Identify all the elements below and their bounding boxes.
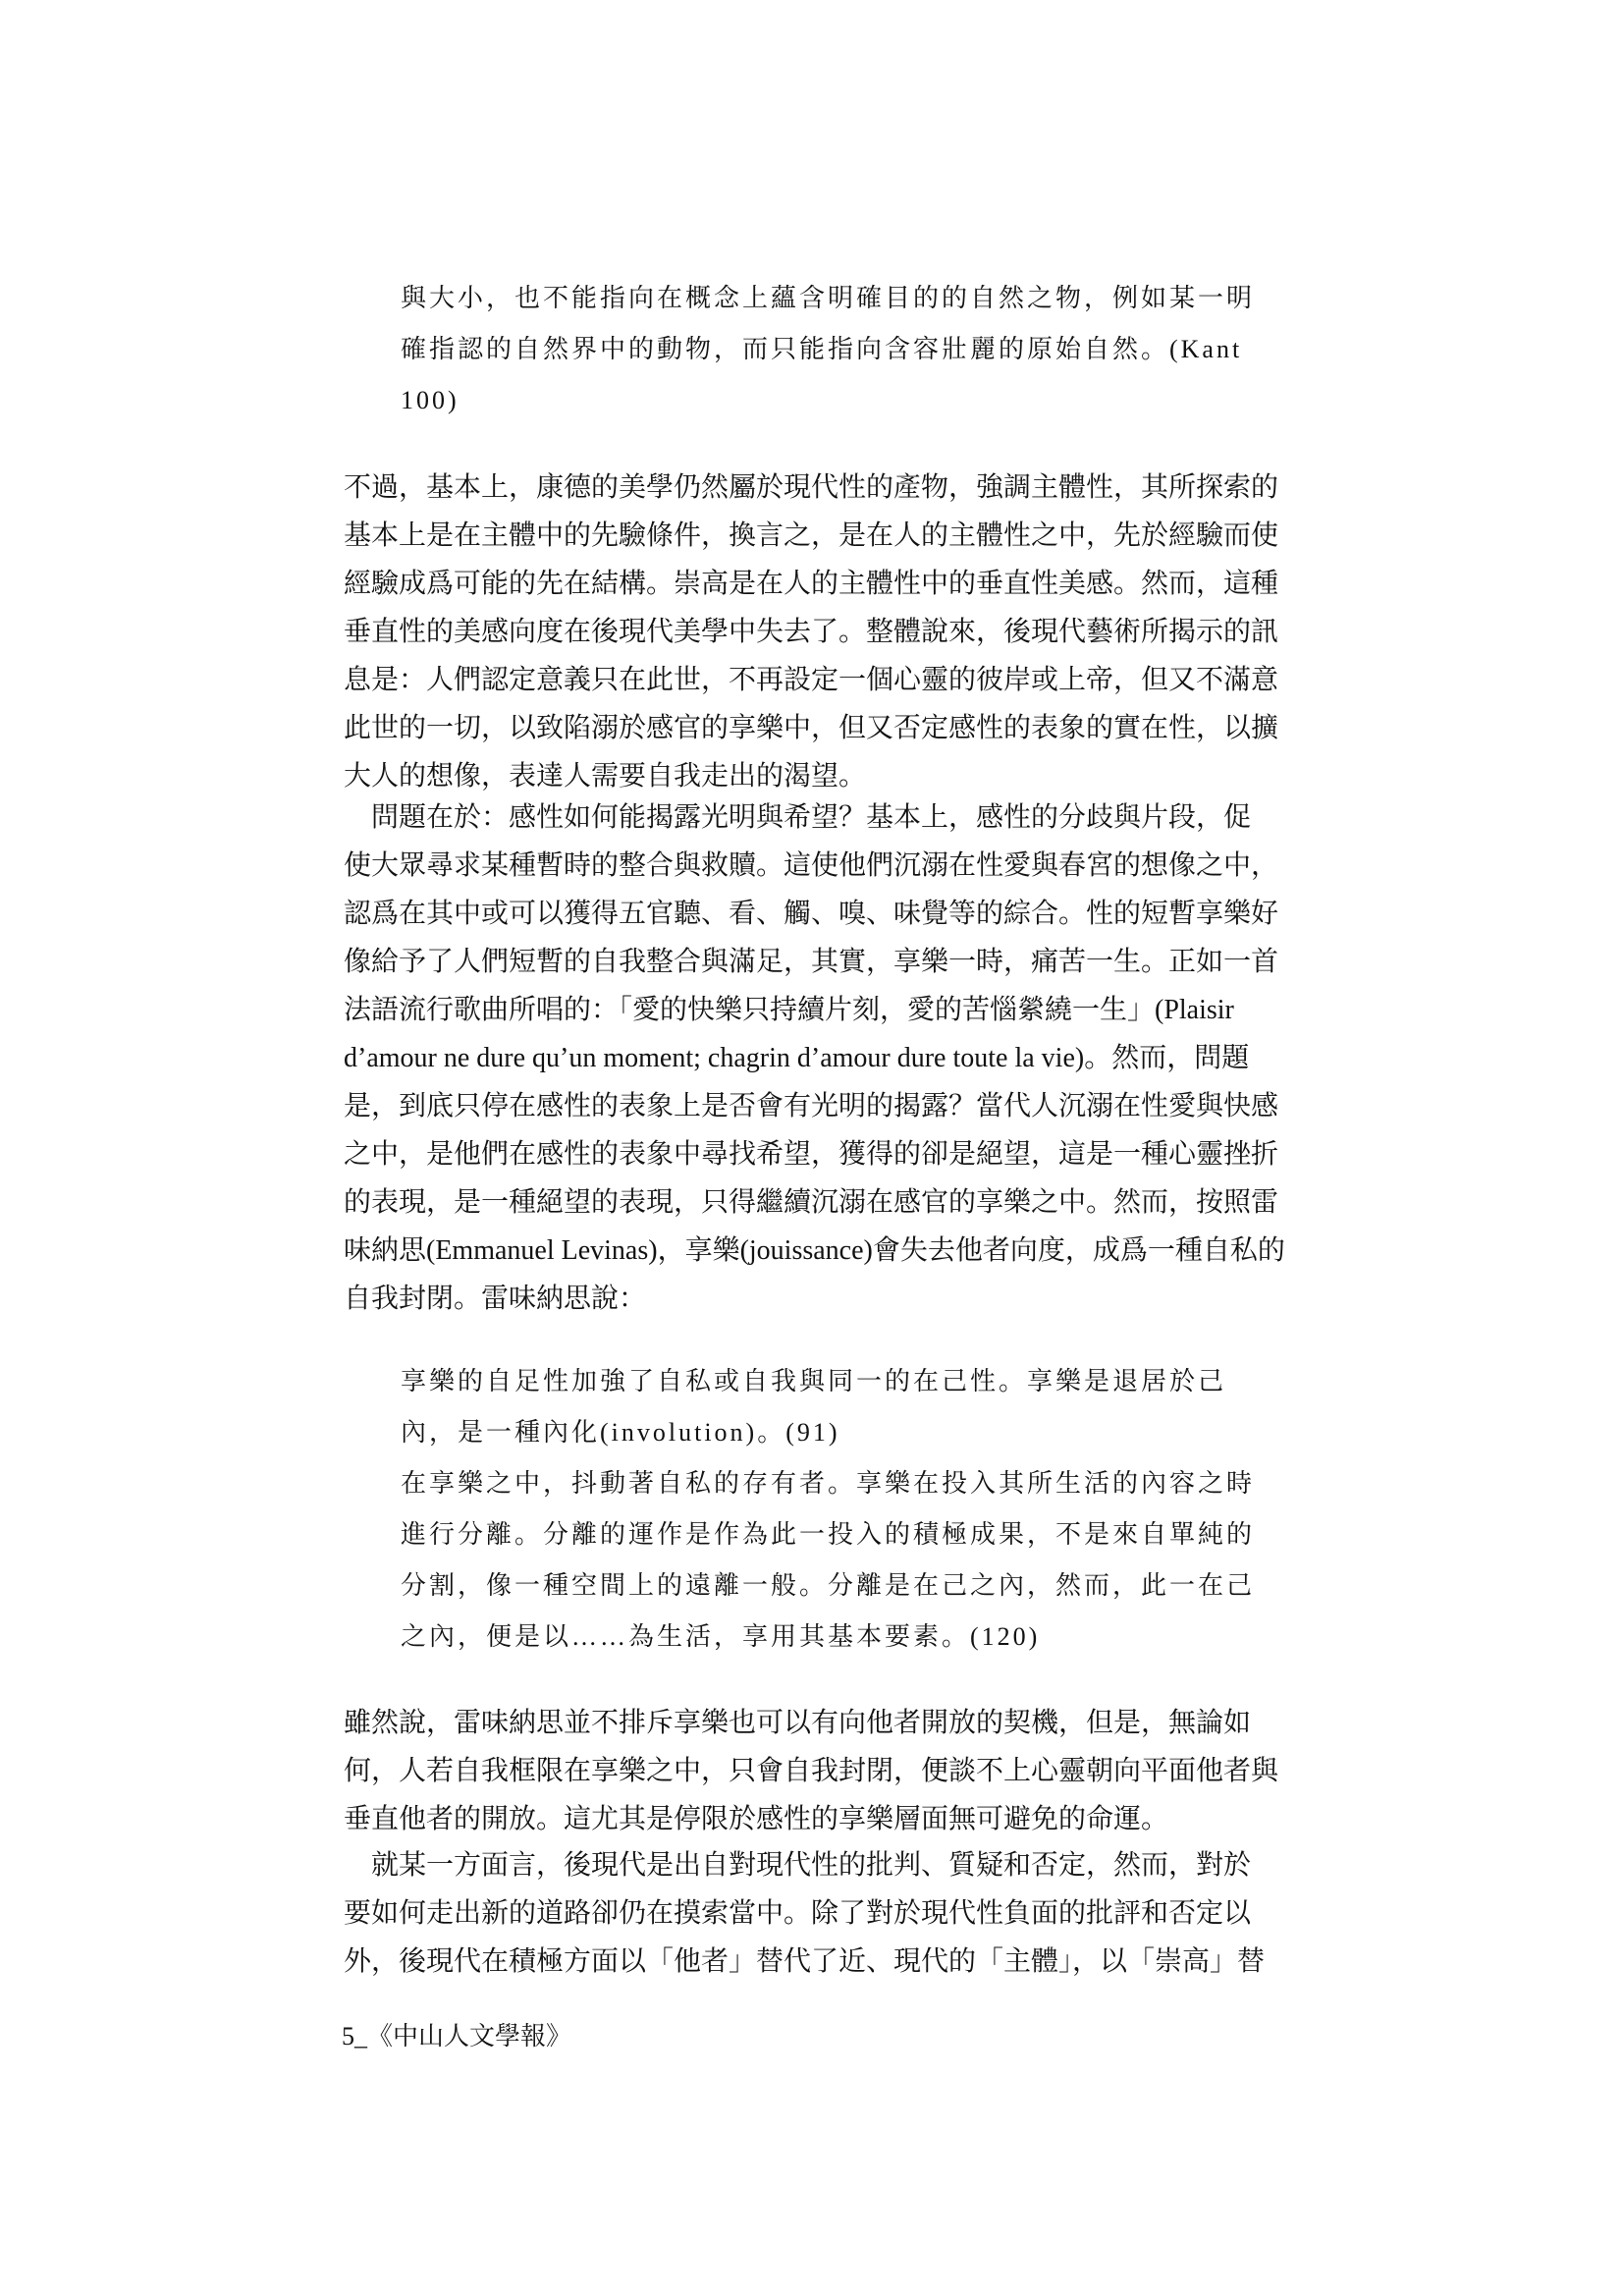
page-footer: 5_《中山人文學報》 — [342, 2022, 572, 2050]
text-line: 經驗成爲可能的先在結構。崇高是在人的主體性中的垂直性美感。然而，這種 — [344, 569, 1279, 599]
text-line: 息是：人們認定意義只在此世，不再設定一個心靈的彼岸或上帝，但又不滿意 — [344, 665, 1279, 695]
text-line: 味納思(Emmanuel Levinas)，享樂(jouissance)會失去他者向度，成爲一種自私的 — [344, 1235, 1285, 1266]
text-line: 垂直他者的開放。這尤其是停限於感性的享樂層面無可避免的命運。 — [344, 1804, 1169, 1834]
text-line: 雖然說，雷味納思並不排斥享樂也可以有向他者開放的契機，但是，無論如 — [344, 1708, 1252, 1738]
text-line: 認爲在其中或可以獲得五官聽、看、觸、嗅、味覺等的綜合。性的短暫享樂好 — [344, 899, 1279, 929]
text-line: 的表現，是一種絕望的表現，只得繼續沉溺在感官的享樂之中。然而，按照雷 — [344, 1187, 1279, 1218]
text-line: 自我封閉。雷味納思說： — [344, 1284, 647, 1314]
text-line: 之中，是他們在感性的表象中尋找希望，獲得的卻是絕望，這是一種心靈挫折 — [344, 1139, 1279, 1170]
text-line: 就某一方面言，後現代是出自對現代性的批判、質疑和否定，然而，對於 — [344, 1850, 1252, 1881]
text-line: 是，到底只停在感性的表象上是否會有光明的揭露？當代人沉溺在性愛與快感 — [344, 1091, 1279, 1121]
text-line: 不過，基本上，康德的美學仍然屬於現代性的產物，強調主體性，其所探索的 — [344, 472, 1279, 503]
text-line: 基本上是在主體中的先驗條件，換言之，是在人的主體性之中，先於經驗而使 — [344, 520, 1279, 551]
quote-line: 確指認的自然界中的動物，而只能指向含容壯麗的原始自然。(Kant — [401, 335, 1243, 363]
quote-line: 與大小，也不能指向在概念上蘊含明確目的的自然之物，例如某一明 — [401, 284, 1256, 312]
quote-line: 享樂的自足性加強了自私或自我與同一的在己性。享樂是退居於己 — [401, 1367, 1227, 1395]
text-line: 外，後現代在積極方面以「他者」替代了近、現代的「主體」，以「崇高」替 — [344, 1946, 1266, 1977]
quote-line: 之內，便是以……為生活，享用其基本要素。(120) — [401, 1622, 1041, 1651]
quote-line: 進行分離。分離的運作是作為此一投入的積極成果，不是來自單純的 — [401, 1520, 1256, 1549]
text-line: 使大眾尋求某種暫時的整合與救贖。這使他們沉溺在性愛與春宮的想像之中， — [344, 850, 1279, 881]
quote-line: 分割，像一種空間上的遠離一般。分離是在己之內，然而，此一在己 — [401, 1571, 1256, 1600]
text-line: 大人的想像，表達人需要自我走出的渴望。 — [344, 761, 867, 792]
text-line: 垂直性的美感向度在後現代美學中失去了。整體說來，後現代藝術所揭示的訊 — [344, 617, 1279, 647]
quote-line: 在享樂之中，抖動著自私的存有者。享樂在投入其所生活的內容之時 — [401, 1469, 1256, 1498]
text-line: 此世的一切，以致陷溺於感官的享樂中，但又否定感性的表象的實在性，以擴 — [344, 713, 1279, 743]
quote-line: 內，是一種內化(involution)。(91) — [401, 1418, 840, 1447]
text-line: d’amour ne dure qu’un moment; chagrin d’amour dure toute la vie)。然而，問題 — [344, 1043, 1250, 1073]
text-line: 何，人若自我框限在享樂之中，只會自我封閉，便談不上心靈朝向平面他者與 — [344, 1756, 1279, 1786]
text-line: 要如何走出新的道路卻仍在摸索當中。除了對於現代性負面的批評和否定以 — [344, 1898, 1252, 1929]
text-line: 像給予了人們短暫的自我整合與滿足，其實，享樂一時，痛苦一生。正如一首 — [344, 947, 1279, 977]
quote-line: 100) — [401, 386, 460, 414]
text-line: 問題在於：感性如何能揭露光明與希望？基本上，感性的分歧與片段，促 — [344, 802, 1252, 833]
text-line: 法語流行歌曲所唱的：「愛的快樂只持續片刻，愛的苦惱縈繞一生」(Plaisir — [344, 995, 1234, 1025]
